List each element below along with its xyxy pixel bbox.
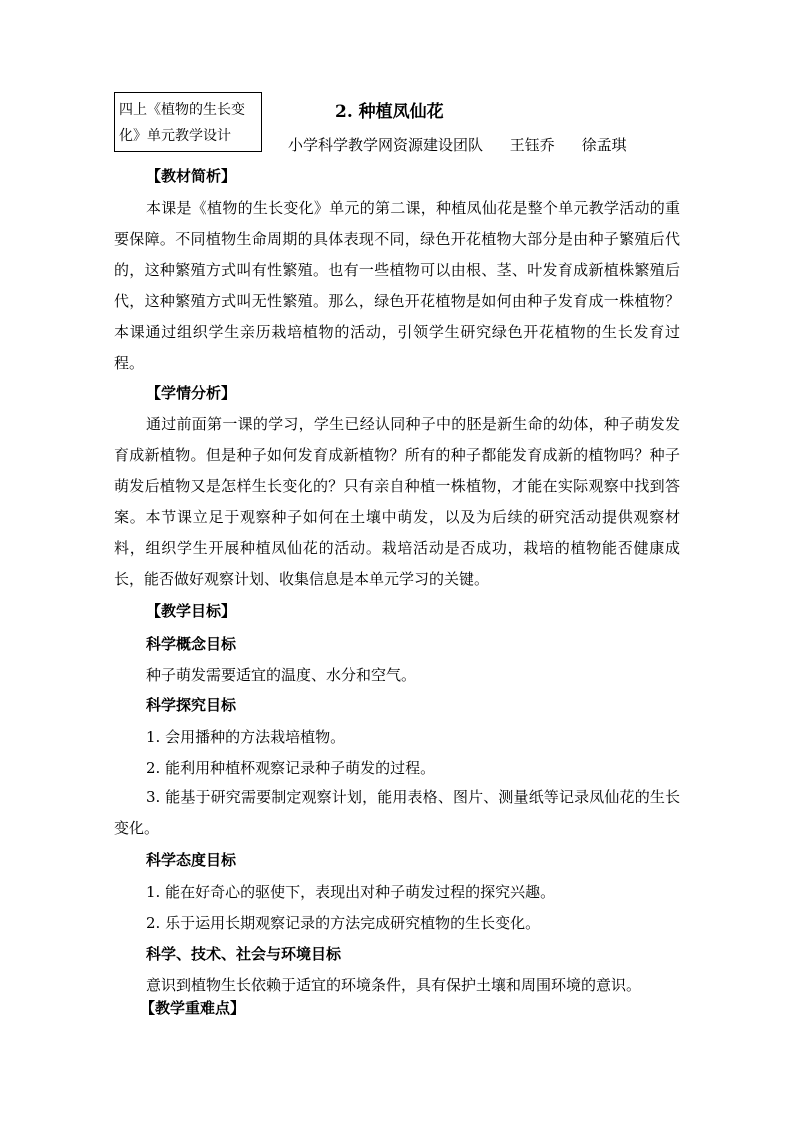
inquiry-goal-item-1: 1. 会用播种的方法栽培植物。	[146, 728, 346, 746]
author-name-2: 徐孟琪	[581, 136, 627, 154]
teaching-goals-heading: 【教学目标】	[146, 602, 237, 620]
concept-goal-item: 种子萌发需要适宜的温度、水分和空气。	[146, 666, 417, 684]
lesson-title: 2. 种植凤仙花	[335, 102, 444, 122]
attitude-goal-heading: 科学态度目标	[146, 851, 237, 869]
concept-goal-heading: 科学概念目标	[146, 635, 237, 653]
student-analysis-heading: 【学情分析】	[146, 384, 237, 402]
textbook-analysis-heading: 【教材简析】	[146, 167, 237, 185]
inquiry-goal-heading: 科学探究目标	[146, 696, 237, 714]
inquiry-goal-item-3: 3. 能基于研究需要制定观察计划，能用表格、图片、测量纸等记录凤仙花的生长变化。	[114, 788, 680, 837]
student-analysis-paragraph: 通过前面第一课的学习，学生已经认同种子中的胚是新生命的幼体，种子萌发发育成新植物。但是种子如何发育成新植物？所有的种子都能发育成新的植物吗？种子萌发后植物又是怎样生长变化的？只有亲自种植一株植物，才能在实际观察中找到答案。本节课立足于观察种子如何在土壤中萌发，以及为后续的研究活动提供观察材料，组织学生开展种植凤仙花的活动。栽培活动是否成功，栽培的植物能否健康成长，能否做好观察计划、收集信息是本单元学习的关键。	[114, 415, 680, 588]
author-line	[288, 134, 627, 155]
sts-goal-heading: 科学、技术、社会与环境目标	[146, 945, 342, 963]
organization-name: 小学科学教学网资源建设团队	[288, 136, 484, 154]
attitude-goal-item-2: 2. 乐于运用长期观察记录的方法完成研究植物的生长变化。	[146, 914, 541, 932]
key-difficulty-heading: 【教学重难点】	[140, 999, 246, 1017]
unit-label-box: 四上《植物的生长变化》单元教学设计	[114, 92, 262, 152]
inquiry-goal-item-2: 2. 能利用种植杯观察记录种子萌发的过程。	[146, 759, 436, 777]
author-name-1: 王钰乔	[509, 136, 555, 154]
textbook-analysis-paragraph: 本课是《植物的生长变化》单元的第二课，种植凤仙花是整个单元教学活动的重要保障。不同植物生命周期的具体表现不同，绿色开花植物大部分是由种子繁殖后代的，这种繁殖方式叫有性繁殖。也有一些植物可以由根、茎、叶发育成新植株繁殖后代，这种繁殖方式叫无性繁殖。那么，绿色开花植物是如何由种子发育成一株植物？本课通过组织学生亲历栽培植物的活动，引领学生研究绿色开花植物的生长发育过程。	[114, 199, 680, 372]
sts-goal-item: 意识到植物生长依赖于适宜的环境条件，具有保护土壤和周围环境的意识。	[146, 976, 642, 994]
attitude-goal-item-1: 1. 能在好奇心的驱使下，表现出对种子萌发过程的探究兴趣。	[146, 883, 556, 901]
